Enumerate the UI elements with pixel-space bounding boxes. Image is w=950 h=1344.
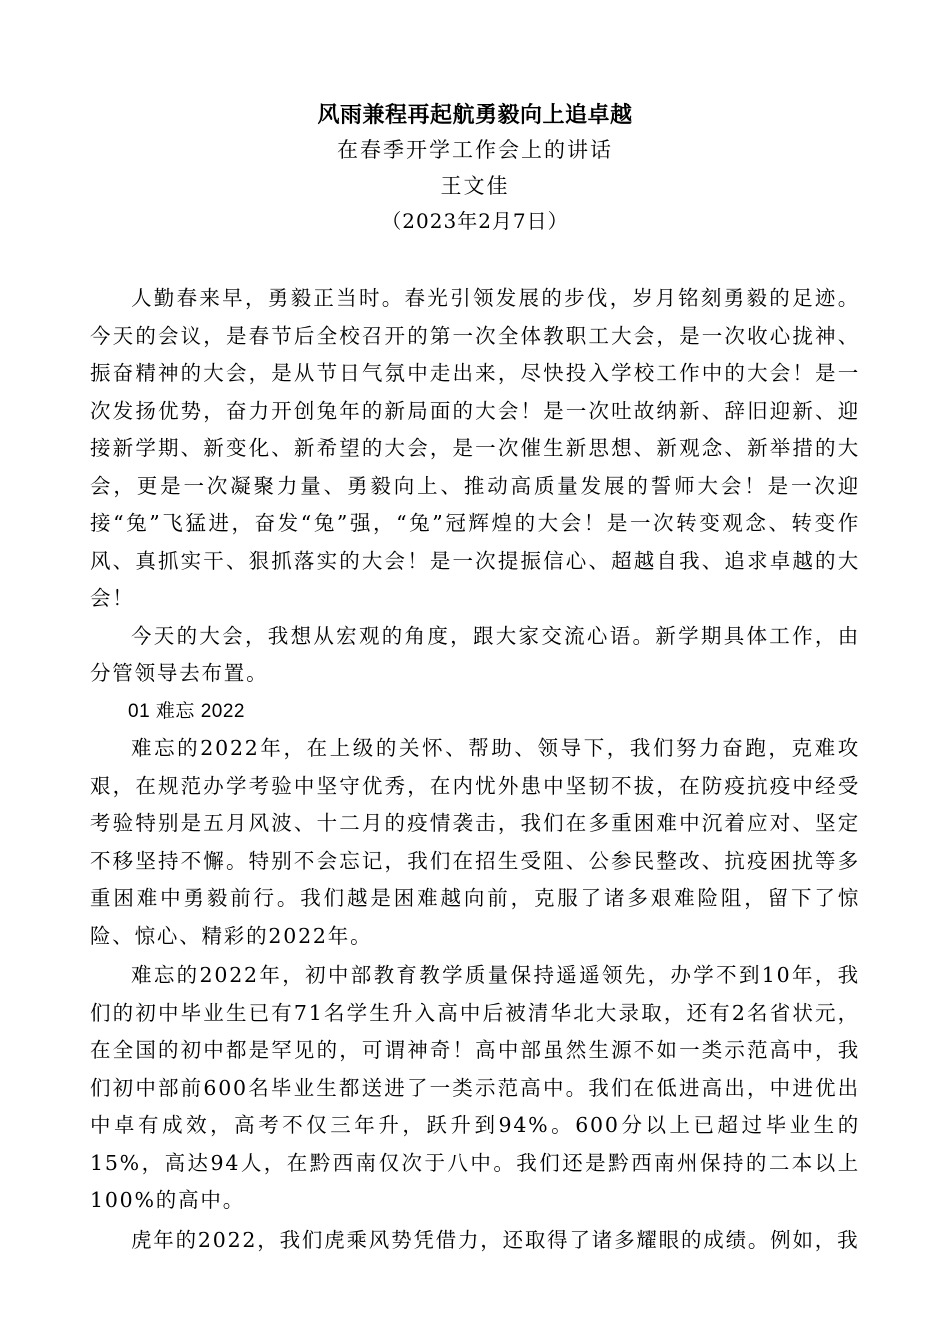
document-author: 王文佳 [440, 174, 510, 198]
document-subtitle: 在春季开学工作会上的讲话 [337, 138, 613, 162]
paragraph: 今天的大会，我想从宏观的角度，跟大家交流心语。新学期具体工作，由分管领导去布置。 [90, 623, 860, 685]
paragraph: 难忘的2022年，在上级的关怀、帮助、领导下，我们努力奋跑，克难攻艰，在规范办学考验中坚守优秀，在内忧外患中坚韧不拔，在防疫抗疫中经受考验特别是五月风波、十二月的疫情袭击，我们在多重困难中沉着应对、坚定不移坚持不懈。特别不会忘记，我们在招生受阻、公参民整改、抗疫困扰等多重困难中勇毅前行。我们越是困难越向前，克服了诸多艰难险阻，留下了惊险、惊心、精彩的2022年。 [90, 736, 860, 948]
document-title: 风雨兼程再起航勇毅向上追卓越 [317, 102, 633, 128]
paragraph: 人勤春来早，勇毅正当时。春光引领发展的步伐，岁月铭刻勇毅的足迹。今天的会议，是春节后全校召开的第一次全体教职工大会，是一次收心拢神、振奋精神的大会，是从节日气氛中走出来，尽快投入学校工作中的大会！是一次发扬优势，奋力开创兔年的新局面的大会！是一次吐故纳新、辞旧迎新、迎接新学期、新变化、新希望的大会，是一次催生新思想、新观念、新举措的大会，更是一次凝聚力量、勇毅向上、推动高质量发展的誓师大会！是一次迎接“兔”飞猛进，奋发“兔”强，“兔”冠辉煌的大会！是一次转变观念、转变作风、真抓实干、狠抓落实的大会！是一次提振信心、超越自我、追求卓越的大会！ [90, 286, 860, 610]
paragraph: 难忘的2022年，初中部教育教学质量保持遥遥领先，办学不到10年，我们的初中毕业生已有71名学生升入高中后被清华北大录取，还有2名省状元，在全国的初中都是罕见的，可谓神奇！高中部虽然生源不如一类示范高中，我们初中部前600名毕业生都送进了一类示范高中。我们在低进高出，中进优出中卓有成效，高考不仅三年升，跃升到94%。600分以上已超过毕业生的15%，高达94人，在黔西南仅次于八中。我们还是黔西南州保持的二本以上100%的高中。 [90, 963, 860, 1212]
document-date: （2023年2月7日） [381, 209, 569, 233]
paragraph: 虎年的2022，我们虎乘风势凭借力，还取得了诸多耀眼的成绩。例如，我 [131, 1227, 860, 1252]
document-body [90, 280, 860, 1259]
section-heading: 01 难忘 2022 [128, 700, 245, 722]
